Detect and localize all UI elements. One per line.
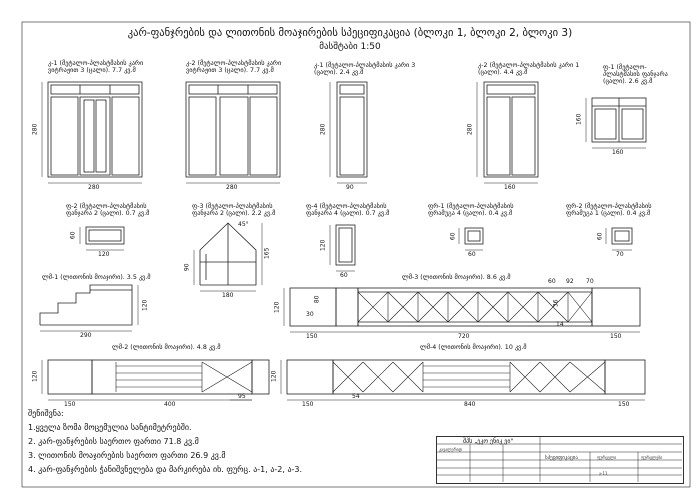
title-block-cell-1: კავალერიდ (439, 447, 462, 452)
dim-lm3-w3: 150 (610, 333, 622, 340)
dim-lm3-w2: 720 (458, 333, 470, 340)
dim-lm3-d3: 70 (586, 278, 594, 285)
window-f1-drawing (592, 98, 646, 142)
dim-k1b-width: 90 (346, 184, 354, 191)
note-3: 3. ლითონის მოაჯირების საერთო ფართი 26.9 კვ.მ (28, 451, 226, 460)
dim-k2b-width: 160 (504, 184, 516, 191)
note-4: 4. კარ-ფანჯრების ჭანიშვნელება და მარკირება იხ. ფურც. ა-1, ა-2, ა-3. (28, 465, 303, 474)
dim-lm3-d1: 60 (548, 278, 556, 285)
door-k1b-drawing (337, 82, 367, 177)
door-k2b-drawing (484, 82, 538, 177)
dim-f3-width: 180 (222, 292, 234, 299)
dim-lm4-w2: 54 (352, 393, 360, 400)
caption-lm4: ლმ-4 (ლითონის მოაჯირი). 10 კვ.მ (420, 344, 527, 351)
title-block-cell-4: ფურცლები (641, 455, 663, 460)
railing-lm3-drawing (290, 288, 640, 326)
sheet-border (22, 22, 690, 487)
dim-f4-height: 120 (319, 239, 327, 252)
window-f3-drawing (200, 223, 256, 285)
dim-f1-height: 160 (575, 113, 583, 126)
dim-k2-width: 280 (226, 184, 238, 191)
dim-lm3-w1: 150 (306, 333, 318, 340)
caption-k2b: კ-2 (მეტალო-პლასტმასის კარი 1 (ცალი). 4.4 კვ.მ (478, 62, 580, 77)
dim-f2-width: 120 (98, 251, 110, 258)
dim-f4-width: 60 (340, 272, 348, 279)
scale-label: მასშტაბი 1:50 (319, 42, 381, 52)
dim-lm4-w3: 840 (464, 401, 476, 408)
railing-lm2-drawing (48, 360, 269, 394)
door-k1-drawing (48, 82, 142, 177)
caption-fr2: ფრ-2 (მეტალო-პლასტმასის ფრამუგა 1 (ცალი). 0.4 კვ.მ (566, 203, 652, 218)
caption-fr1: ფრ-1 (მეტალო-პლასტმასის ფრამუგა 4 (ცალი). 0.4 კვ.მ (428, 203, 514, 218)
dim-lm4-height: 120 (270, 370, 278, 383)
caption-k1b: კ-1 (მეტალო-პლასტმასის კარი 3 (ცალი). 2.4 კვ.მ (314, 62, 416, 77)
dim-lm3-height: 120 (273, 301, 281, 314)
railing-lm4-drawing (287, 360, 645, 394)
dim-f1-width: 160 (612, 149, 624, 156)
dim-lm1-width: 290 (80, 332, 92, 339)
door-k2-drawing (186, 82, 280, 177)
dim-lm2-height: 120 (31, 370, 39, 383)
dim-lm4-w1: 150 (302, 401, 314, 408)
caption-k1: კ-1 (მეტალო-პლასტმასის კარი ვიტრაჟით 3 (ცალი). 7.7 კვ.მ (48, 60, 144, 75)
title-block-cell-2: სპეციფიკაცია (545, 455, 578, 461)
caption-lm3: ლმ-3 (ლითონის მოაჯირი). 8.6 კვ.მ (402, 274, 511, 281)
title-block-cell-3: ფურცელი (597, 455, 617, 460)
dim-f3-height: 90 (183, 263, 191, 272)
caption-f4: ფ-4 (მეტალო-პლასტმასის ფანჯარა 4 (ცალი). 0.7 კვ.მ (306, 203, 390, 218)
caption-f2: ფ-2 (მეტალო-პლასტმასის ფანჯარა 2 (ცალი). 0.7 კვ.მ (66, 203, 150, 218)
dim-lm1-height: 120 (141, 299, 149, 312)
title-block (436, 436, 684, 484)
dim-lm3-d2: 92 (566, 278, 574, 285)
caption-f1: ფ-1 (მეტალო- პლასტმასის ფანჯარა (ცალი). 2.6 კვ.მ (603, 64, 668, 86)
dim-fr2-width: 70 (616, 251, 624, 258)
dim-k1b-height: 280 (319, 123, 327, 136)
dim-f2-height: 60 (69, 231, 77, 240)
railing-lm1-drawing (40, 285, 132, 325)
caption-lm1: ლმ-1 (ლითონის მოაჯირი). 3.5 კვ.მ (42, 274, 151, 281)
dim-fr1-width: 60 (468, 251, 476, 258)
title-block-sheet-no: ა-11 (599, 471, 608, 476)
company-name: შპს „ეკო ენიკ ვი" (463, 438, 514, 445)
dim-lm2-w1: 150 (64, 401, 76, 408)
caption-k2: კ-2 (მეტალო-პლასტმასის კარი ვიტრაჟით 3 (ცალი). 7.7 კვ.მ (186, 60, 282, 75)
dim-lm3-d5: 30 (306, 311, 314, 318)
note-1: 1.ყველა ზომა მოცემულია სანტიმეტრებში. (28, 423, 192, 432)
note-2: 2. კარ-ფანჯრების საერთო ფართი 71.8 კვ.მ (28, 437, 199, 446)
dim-lm3-d7: 14 (556, 321, 564, 328)
dim-fr2-height: 60 (596, 232, 604, 241)
dim-k2b-height: 280 (466, 123, 474, 136)
dim-f3-height2: 165 (263, 247, 271, 260)
dim-lm3-d4: 80 (313, 295, 321, 304)
dim-lm2-w2: 400 (164, 401, 176, 408)
dim-lm4-w4: 150 (618, 401, 630, 408)
page-title: კარ-ფანჯრების და ლითონის მოაჯირების სპეციფიკაცია (ბლოკი 1, ბლოკი 2, ბლოკი 3) (127, 27, 573, 39)
notes-heading: შენიშვნა: (28, 409, 64, 418)
dim-lm2-w3: 95 (238, 393, 246, 400)
window-f2-drawing (86, 227, 124, 244)
dim-lm3-d6: 36 (552, 299, 560, 308)
caption-lm2: ლმ-2 (ლითონის მოაჯირი). 4.8 კვ.მ (112, 344, 221, 351)
caption-f3: ფ-3 (მეტალო-პლასტმასის ფანჯარა 2 (ცალი). 2.2 კვ.მ (192, 203, 276, 218)
dim-fr1-height: 60 (449, 232, 457, 241)
dim-k1-height: 280 (31, 123, 39, 136)
dim-k1-width: 280 (88, 184, 100, 191)
dim-f3-angle: 45° (238, 221, 249, 228)
dimension-lines (40, 82, 646, 400)
